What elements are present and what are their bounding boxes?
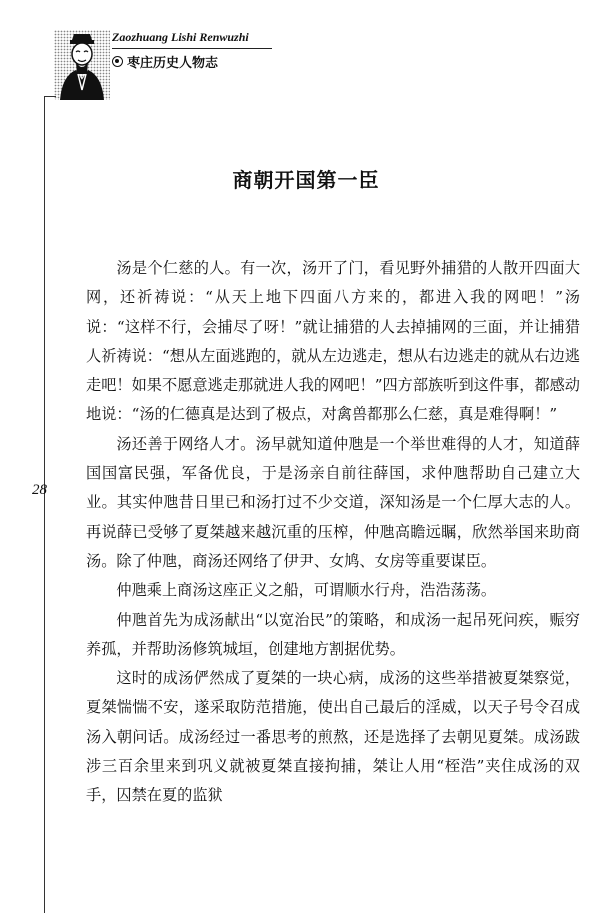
- header-chinese-title: 枣庄历史人物志: [127, 56, 219, 71]
- paragraph: 汤是个仁慈的人。有一次，汤开了门，看见野外捕猎的人散开四面大网，还祈祷说：“从天上地下四面八方来的，都进入我的网吧！”汤说：“这样不行，会捕尽了呀！”就让捕猎的人去掉捕网的三面，并让捕猎人祈祷说：“想从左面逃跑的，就从左边逃走，想从右边逃走的就从右边逃走吧！如果不愿意逃走那就进人我的网吧！”四方部族听到这件事，都感动地说：“汤的仁德真是达到了极点，对禽兽都那么仁慈，真是难得啊！”: [86, 259, 580, 424]
- paragraph: 这时的成汤俨然成了夏桀的一块心病，成汤的这些举措被夏桀察觉，夏桀惴惴不安，遂采取防范措施，使出自己最后的淫威，以天子号令召成汤入朝问话。成汤经过一番思考的煎熬，还是选择了去朝见夏桀。成汤跋涉三百余里来到巩义就被夏桀直接拘捕，桀让人用“桎浩”夹住成汤的双手，囚禁在夏的监狱: [86, 669, 580, 805]
- header-divider: [112, 48, 272, 49]
- paragraph: 仲虺乘上商汤这座正义之船，可谓顺水行舟，浩浩荡荡。: [116, 581, 497, 600]
- header-chinese-title-row: [112, 52, 218, 71]
- paragraph: 汤还善于网络人才。汤早就知道仲虺是一个举世难得的人才，知道薛国国富民强，军备优良，于是汤亲自前往薛国，求仲虺帮助自己建立大业。其实仲虺昔日里已和汤打过不少交道，深知汤是一个仁厚大志的人。再说薛已受够了夏桀越来越沉重的压榨，仲虺高瞻远瞩，欣然举国来助商汤。除了仲虺，商汤还网络了伊尹、女鸠、女房等重要谋臣。: [86, 434, 580, 570]
- article-body: [86, 254, 580, 811]
- page-number: 28: [32, 482, 47, 498]
- header-latin-title: Zaozhuang Lishi Renwuzhi: [112, 30, 249, 44]
- scholar-portrait-icon: [54, 30, 110, 100]
- circle-bullet-icon: [112, 56, 123, 67]
- margin-corner-rule: [44, 96, 56, 97]
- paragraph: 仲虺首先为成汤献出“以宽治民”的策略，和成汤一起吊死问疾，赈穷养孤，并帮助汤修筑城垣，创建地方割据优势。: [86, 610, 580, 658]
- margin-vertical-rule: [44, 96, 45, 913]
- article-title: 商朝开国第一臣: [232, 168, 380, 192]
